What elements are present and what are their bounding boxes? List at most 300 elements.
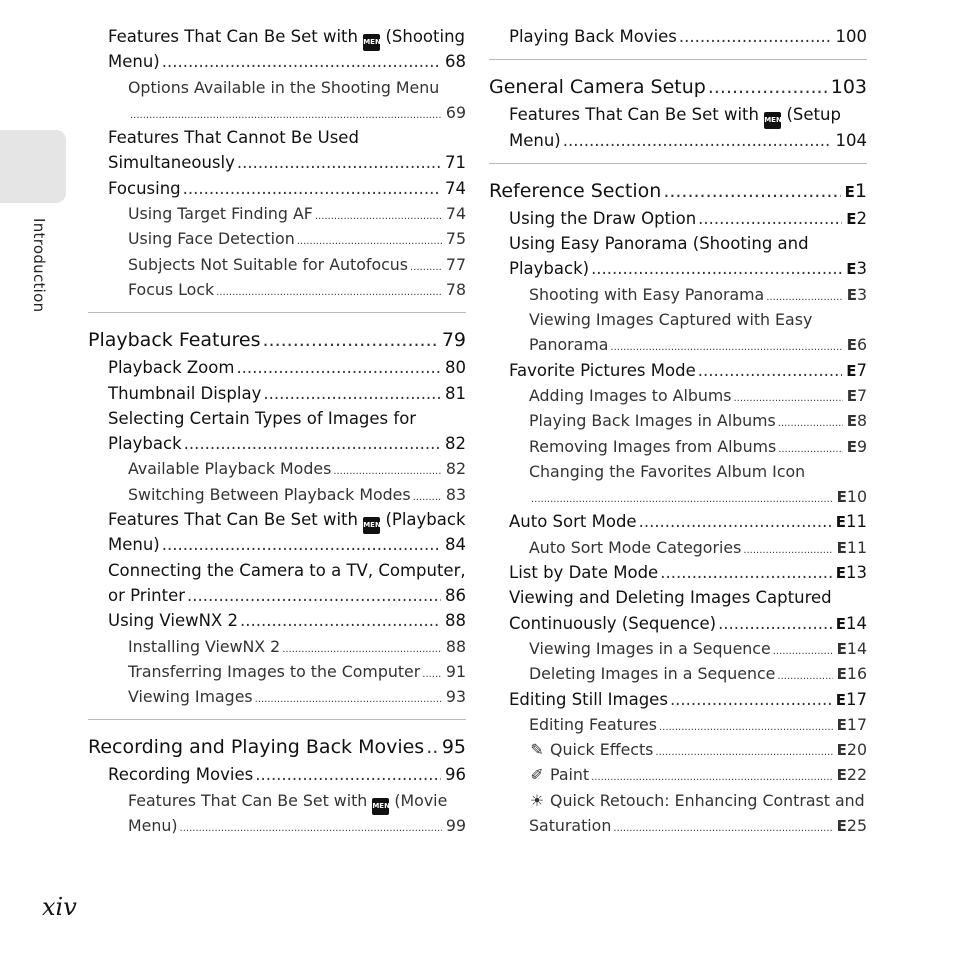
page-number-ref: 11 (846, 512, 867, 532)
toc-entry-text: Reference Section (489, 179, 662, 202)
toc-entry-text: Playback Features (88, 329, 261, 352)
toc-entry-text: Simultaneously (108, 153, 235, 173)
reference-e-icon: E (836, 665, 847, 684)
toc-entry-text-cont: (Shooting (385, 27, 465, 46)
page-ref (442, 325, 466, 355)
page-number-ref: 8 (856, 411, 867, 431)
toc-entry-title (108, 762, 253, 787)
toc-entry-title (509, 24, 677, 49)
dot-leader (263, 381, 441, 406)
toc-entry-title (128, 226, 295, 251)
toc-entry-text-cont: (Playback (385, 510, 466, 530)
toc-entry-title (529, 535, 741, 560)
reference-e-icon: E (846, 361, 857, 380)
toc-entry[interactable] (88, 100, 466, 125)
page-ref (445, 381, 466, 406)
page-number-ref: 75 (445, 229, 466, 249)
page-ref (831, 72, 867, 102)
page-number-ref: 93 (445, 687, 466, 707)
page-number-ref: 11 (846, 537, 867, 557)
page-number-ref: 74 (445, 178, 466, 198)
page-number-ref: 6 (856, 335, 867, 355)
page-ref (846, 206, 867, 232)
page-number-ref: 10 (846, 487, 867, 507)
reference-e-icon: E (846, 437, 857, 456)
dot-leader (613, 816, 832, 841)
toc-entry[interactable] (489, 231, 867, 256)
toc-entry[interactable] (489, 535, 867, 560)
dot-leader (563, 128, 832, 153)
toc-entry-text: Focus Lock (128, 279, 215, 299)
toc-entry-text: General Camera Setup (489, 76, 706, 99)
toc-entry-text: Using the Draw Option (509, 208, 697, 228)
toc-entry-text: Editing Still Images (509, 689, 668, 709)
toc-entry[interactable] (88, 49, 466, 74)
toc-entry-title (88, 325, 261, 355)
toc-entry[interactable] (489, 459, 867, 484)
toc-entry[interactable] (88, 75, 466, 100)
toc-entry-text: Auto Sort Mode Categories (529, 537, 742, 557)
section-label: Introduction (30, 218, 48, 313)
dot-leader (773, 639, 833, 664)
page-ref (847, 282, 867, 308)
toc-entry-title (529, 661, 775, 686)
toc-entry[interactable] (489, 611, 867, 636)
toc-entry-text-cont: (Movie (394, 790, 448, 810)
toc-entry-text: Switching Between Playback Modes (128, 484, 411, 504)
toc-entry-title (489, 72, 706, 102)
page-number-ref: 104 (835, 130, 867, 150)
reference-e-icon: E (846, 336, 857, 355)
menu-icon: MENU (363, 34, 380, 51)
toc-entry[interactable] (88, 277, 466, 302)
toc-entry[interactable] (489, 813, 867, 838)
toc-entry[interactable] (88, 201, 466, 226)
toc-entry-title (108, 583, 185, 608)
toc-entry-title (509, 611, 716, 636)
toc-column-left (88, 24, 466, 838)
toc-entry-title (128, 791, 447, 810)
toc-entry-title (108, 128, 359, 147)
toc-entry-title (509, 560, 658, 585)
dot-leader (187, 583, 441, 608)
dot-leader (255, 762, 441, 787)
dot-leader (410, 255, 442, 280)
toc-entry-text: Playback (108, 434, 182, 454)
page-number-ref: 3 (856, 284, 867, 304)
page-number-ref: 91 (445, 661, 466, 681)
reference-e-icon: E (835, 564, 846, 583)
toc-entry-text: Continuously (Sequence) (509, 613, 717, 633)
toc-entry-title (509, 509, 637, 534)
page-ref (446, 684, 466, 709)
page-number-ref: 100 (835, 27, 867, 46)
page-number-ref: 74 (445, 204, 466, 224)
toc-entry[interactable] (489, 256, 867, 281)
toc-entry-text: or Printer (108, 585, 186, 605)
toc-entry-title (108, 409, 416, 428)
toc-entry-title (108, 150, 235, 175)
page-ref (445, 49, 466, 74)
page-number-ref: 83 (445, 484, 466, 504)
page-number-ref: 80 (445, 358, 466, 378)
toc-entry-title (108, 510, 466, 529)
toc-entry[interactable] (489, 358, 867, 383)
page-ref (445, 532, 466, 557)
toc-entry[interactable] (489, 737, 867, 762)
toc-entry[interactable] (489, 762, 867, 787)
dot-leader (162, 532, 441, 557)
reference-e-icon: E (836, 639, 847, 658)
toc-entry[interactable] (88, 125, 466, 150)
reference-e-icon: E (846, 412, 857, 431)
reference-e-icon: E (835, 513, 846, 532)
toc-entry[interactable] (88, 24, 466, 49)
toc-entry-title (529, 737, 653, 762)
toc-entry-text-cont: (Setup (786, 105, 841, 125)
toc-entry-text: Favorite Pictures Mode (509, 360, 696, 380)
dot-leader (660, 560, 832, 585)
page-ref (837, 737, 867, 763)
dot-leader (162, 49, 441, 74)
toc-entry-title (509, 105, 841, 124)
toc-entry-text: Features That Can Be Set with (108, 510, 358, 530)
page-ref (446, 277, 466, 302)
toc-entry-text: Options Available in the Shooting Menu (128, 77, 440, 97)
retouch-icon: ✐ (530, 765, 544, 785)
dot-leader (670, 687, 832, 712)
toc-entry-text: Selecting Certain Types of Images for (108, 408, 417, 428)
toc-entry[interactable] (489, 206, 867, 231)
toc-entry-title (509, 687, 668, 712)
page-ref (836, 611, 867, 637)
toc-entry-text: Connecting the Camera to a TV, Computer, (108, 560, 466, 580)
page-ref (446, 100, 466, 125)
retouch-icon: ☀ (529, 790, 545, 810)
toc-entry[interactable] (489, 282, 867, 307)
page-number-ref: 86 (445, 585, 466, 605)
toc-entry-title (128, 277, 214, 302)
toc-entry-text: Adding Images to Albums (529, 385, 732, 405)
page-ref (847, 434, 867, 460)
page-number-ref: 82 (445, 459, 466, 479)
toc-entry[interactable] (489, 585, 867, 610)
dot-leader (663, 176, 840, 206)
page-number-ref: 1 (854, 179, 867, 202)
toc-entry[interactable] (489, 102, 867, 127)
page-number-ref: 88 (445, 636, 466, 656)
page-number-ref: 99 (445, 816, 466, 836)
page-number: xiv (42, 893, 77, 921)
menu-icon: MENU (363, 517, 380, 534)
toc-entry-title (509, 206, 696, 231)
toc-entry-title (509, 234, 809, 253)
toc-entry-text: Focusing (108, 178, 181, 198)
page-ref (445, 176, 466, 201)
toc-entry-text: Playing Back Images in Albums (529, 411, 776, 431)
page-ref (847, 332, 867, 358)
toc-entry[interactable] (88, 252, 466, 277)
toc-entry[interactable] (88, 558, 466, 583)
toc-entry-title (509, 358, 696, 383)
toc-entry-text: Playing Back Movies (509, 27, 677, 46)
page-ref (837, 712, 867, 738)
toc-entry-title (529, 383, 732, 408)
toc-section-heading[interactable] (88, 325, 466, 355)
page-number-ref: 17 (846, 714, 867, 734)
toc-entry[interactable] (489, 687, 867, 712)
toc-entry[interactable] (489, 788, 867, 813)
page-ref (837, 762, 867, 788)
toc-entry[interactable] (489, 509, 867, 534)
dot-leader (183, 176, 441, 201)
toc-entry-title (489, 176, 661, 206)
toc-entry-title (529, 762, 589, 787)
page-number-ref: 20 (846, 740, 867, 760)
page-number-ref: 77 (445, 254, 466, 274)
toc-entry-title (509, 128, 561, 153)
toc-entry[interactable] (88, 608, 466, 633)
reference-e-icon: E (836, 488, 847, 507)
dot-leader (255, 687, 442, 712)
toc-entry-title (108, 431, 182, 456)
section-divider (88, 719, 466, 720)
page-ref (442, 732, 466, 762)
toc-entry-text: Features That Can Be Set with (509, 105, 759, 125)
toc-entry-text: List by Date Mode (509, 563, 659, 583)
toc-entry-text: Installing ViewNX 2 (128, 636, 281, 656)
toc-entry-title (529, 636, 771, 661)
page-number-ref: 103 (830, 76, 867, 99)
toc-entry-text: Quick Effects (550, 740, 654, 760)
toc-section-heading[interactable] (489, 72, 867, 102)
toc-entry[interactable] (88, 406, 466, 431)
page-number-ref: 14 (846, 613, 867, 633)
page-ref (445, 431, 466, 456)
toc-entry-title (529, 712, 657, 737)
dot-leader (778, 411, 843, 436)
section-divider (489, 59, 867, 60)
reference-e-icon: E (836, 715, 847, 734)
page-ref (446, 226, 466, 251)
dot-leader (426, 732, 438, 762)
toc-entry[interactable] (88, 176, 466, 201)
dot-leader (698, 206, 842, 231)
dot-leader (591, 256, 842, 281)
toc-entry-text: Transferring Images to the Computer (128, 661, 421, 681)
toc-entry[interactable] (88, 583, 466, 608)
toc-entry[interactable] (88, 456, 466, 481)
page-number-ref: 7 (856, 360, 867, 380)
reference-e-icon: E (846, 209, 857, 228)
toc-entry-text: Available Playback Modes (128, 459, 332, 479)
page-number-ref: 3 (856, 259, 867, 279)
toc-entry[interactable] (88, 150, 466, 175)
page-number-ref: 14 (846, 638, 867, 658)
reference-e-icon: E (846, 285, 857, 304)
dot-leader (639, 509, 832, 534)
page-ref (445, 762, 466, 787)
toc-entry-text: Using Target Finding AF (128, 204, 313, 224)
toc-entry[interactable] (489, 332, 867, 357)
toc-entry-text: Removing Images from Albums (529, 436, 777, 456)
toc-entry-text: Menu) (509, 130, 561, 150)
toc-entry-title (108, 49, 160, 74)
toc-entry[interactable] (88, 813, 466, 838)
toc-entry[interactable] (489, 383, 867, 408)
toc-column-right (489, 24, 867, 838)
menu-icon: MENU (764, 112, 781, 129)
toc-entry[interactable] (489, 712, 867, 737)
page-ref (445, 583, 466, 608)
toc-entry-text: Quick Retouch: Enhancing Contrast and (550, 790, 865, 810)
page-ref (446, 813, 466, 838)
page-ref (836, 687, 867, 713)
dot-leader (315, 204, 442, 229)
page-number-ref: 95 (441, 736, 466, 759)
toc-entry[interactable] (88, 788, 466, 813)
menu-icon: MENU (372, 798, 389, 815)
reference-e-icon: E (836, 817, 847, 836)
toc-entry[interactable] (88, 381, 466, 406)
dot-leader (698, 358, 843, 383)
page-ref (446, 456, 466, 481)
toc-entry-title (108, 381, 261, 406)
page-number-ref: 16 (846, 664, 867, 684)
toc-entry-title (128, 482, 411, 507)
reference-e-icon: E (844, 182, 855, 201)
toc-entry-title (128, 252, 408, 277)
toc-entry-text: Saturation (529, 816, 612, 836)
section-divider (88, 312, 466, 313)
toc-entry-text: Menu) (108, 52, 160, 72)
dot-leader (718, 611, 832, 636)
page-number-ref: 22 (846, 765, 867, 785)
page-ref (846, 358, 867, 384)
toc-entry[interactable] (88, 684, 466, 709)
toc-entry-title (529, 332, 608, 357)
toc-entry[interactable] (88, 507, 466, 532)
toc-section-heading[interactable] (489, 176, 867, 206)
retouch-icon: ✎ (530, 740, 544, 760)
reference-e-icon: E (846, 386, 857, 405)
toc-entry-title (509, 588, 832, 607)
toc-entry-text: Using Easy Panorama (Shooting and (509, 234, 809, 254)
toc-entry-title (529, 434, 776, 459)
toc-entry-title (108, 176, 181, 201)
toc-entry[interactable] (489, 636, 867, 661)
toc-entry-title (529, 791, 865, 810)
page-number-ref: 68 (445, 52, 466, 72)
toc-entry[interactable] (489, 128, 867, 153)
page-number-ref: 17 (846, 689, 867, 709)
page-ref (845, 176, 867, 207)
toc-entry-text: Recording and Playing Back Movies (88, 736, 425, 759)
page-ref (837, 484, 867, 510)
toc-entry[interactable] (489, 484, 867, 509)
toc-entry[interactable] (489, 307, 867, 332)
toc-entry[interactable] (489, 24, 867, 49)
page-number-ref: 69 (445, 102, 466, 122)
reference-e-icon: E (846, 260, 857, 279)
dot-leader (591, 765, 833, 790)
page-number-ref: 88 (445, 611, 466, 631)
toc-entry-text: Viewing Images (128, 687, 253, 707)
page-ref (836, 128, 868, 153)
toc-entry-title (108, 24, 465, 51)
toc-entry[interactable] (88, 659, 466, 684)
page-ref (837, 661, 867, 687)
page-ref (446, 482, 466, 507)
toc-entry-text: Playback) (509, 259, 590, 279)
toc-entry[interactable] (88, 762, 466, 787)
page-ref (446, 201, 466, 226)
toc-entry-text: Editing Features (529, 714, 657, 734)
page-number-ref: 25 (846, 816, 867, 836)
toc-entry[interactable] (88, 355, 466, 380)
dot-leader (263, 325, 438, 355)
toc-entry-title (128, 684, 253, 709)
toc-entry-text: Subjects Not Suitable for Autofocus (128, 254, 409, 274)
page-ref (836, 560, 867, 586)
page-ref (837, 636, 867, 662)
page-ref (837, 535, 867, 561)
page-ref (846, 256, 867, 282)
toc-entry-text: Menu) (108, 535, 160, 555)
toc-entry-text: Viewing Images in a Sequence (529, 638, 771, 658)
page-ref (446, 634, 466, 659)
dot-leader (180, 816, 442, 841)
dot-leader (655, 740, 832, 765)
toc-entry-text: Viewing and Deleting Images Captured (509, 588, 832, 608)
page-number-ref: 2 (856, 208, 867, 228)
toc-entry-text: Viewing Images Captured with Easy (529, 310, 813, 330)
toc-entry[interactable] (88, 634, 466, 659)
dot-leader (216, 280, 442, 305)
toc-entry-title (108, 608, 238, 633)
toc-entry[interactable] (489, 560, 867, 585)
page-ref (446, 659, 466, 684)
dot-leader (659, 715, 833, 740)
page-ref (837, 813, 867, 839)
toc-entry[interactable] (489, 661, 867, 686)
section-tab[interactable] (0, 130, 66, 203)
toc-entry-text: Panorama (529, 335, 609, 355)
page-number-ref: 7 (856, 385, 867, 405)
dot-leader (236, 355, 441, 380)
page-ref (446, 252, 466, 277)
dot-leader (708, 72, 827, 102)
toc-entry-text: Changing the Favorites Album Icon (529, 461, 806, 481)
toc-section-heading[interactable] (88, 732, 466, 762)
page-number-ref: 71 (445, 153, 466, 173)
toc-entry-text: Auto Sort Mode (509, 512, 637, 532)
page-ref (445, 355, 466, 380)
toc-entry[interactable] (88, 431, 466, 456)
toc-entry[interactable] (88, 482, 466, 507)
toc-entry[interactable] (88, 226, 466, 251)
toc-entry-title (128, 456, 331, 481)
toc-entry-title (529, 813, 611, 838)
toc-entry[interactable] (489, 408, 867, 433)
toc-entry[interactable] (489, 434, 867, 459)
dot-leader (422, 662, 442, 687)
toc-entry[interactable] (88, 532, 466, 557)
reference-e-icon: E (836, 766, 847, 785)
reference-e-icon: E (836, 741, 847, 760)
dot-leader (237, 150, 441, 175)
toc-entry-title (128, 659, 420, 684)
